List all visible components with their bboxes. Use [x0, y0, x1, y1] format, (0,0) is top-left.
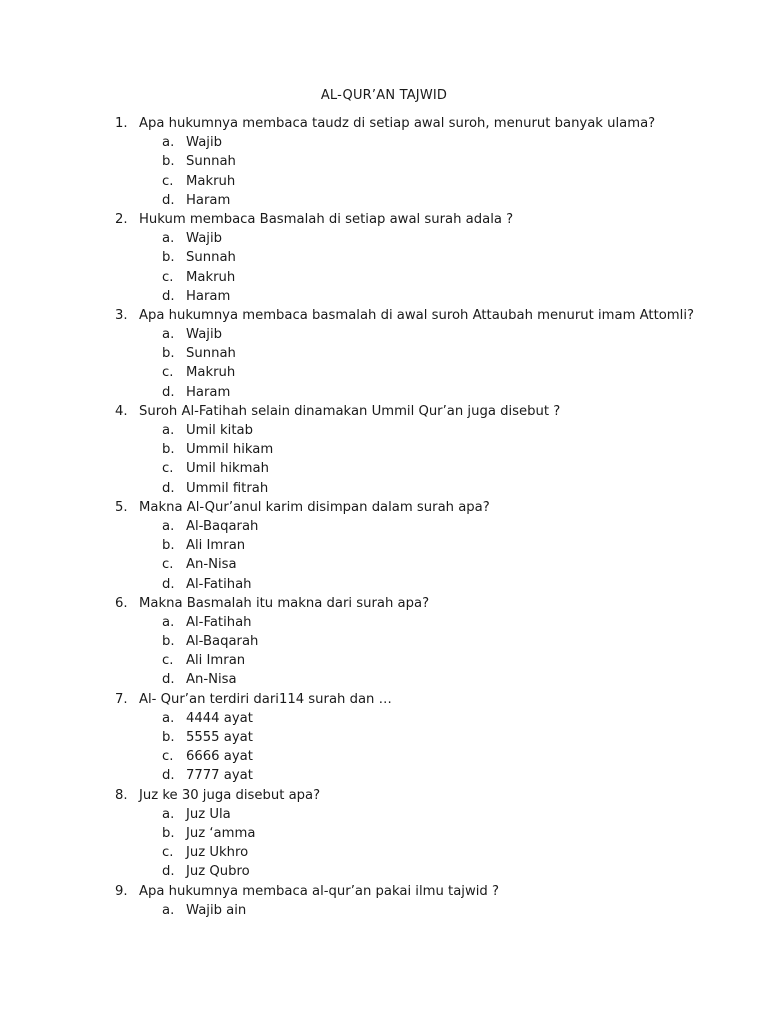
answer-option [0, 459, 768, 478]
option-letter: c. [162, 845, 174, 861]
option-text: Makruh [186, 365, 236, 381]
option-letter: c. [162, 461, 174, 477]
option-letter: d. [162, 288, 175, 304]
answer-option [0, 383, 768, 402]
option-letter: d. [162, 480, 175, 496]
option-text: Ali Imran [186, 653, 246, 669]
option-text: Sunnah [186, 154, 236, 170]
answer-option [0, 248, 768, 267]
option-text: Juz Ula [186, 806, 231, 822]
answer-option [0, 843, 768, 862]
option-letter: a. [162, 327, 175, 343]
answer-option [0, 747, 768, 766]
question-text: Makna Al-Qur’anul karim disimpan dalam surah apa? [139, 499, 490, 515]
question-item [0, 402, 768, 421]
option-text: Haram [186, 288, 231, 304]
option-letter: c. [162, 269, 174, 285]
option-text: 6666 ayat [186, 749, 253, 765]
option-text: Wajib [186, 327, 222, 343]
question-item [0, 498, 768, 517]
question-item [0, 210, 768, 229]
answer-option [0, 325, 768, 344]
question-text: Apa hukumnya membaca al-qur’an pakai ilmu tajwid ? [139, 883, 499, 899]
option-text: Haram [186, 384, 231, 400]
option-letter: a. [162, 518, 175, 534]
option-text: 7777 ayat [186, 768, 253, 784]
option-text: Wajib ain [186, 902, 247, 918]
option-letter: d. [162, 768, 175, 784]
question-number: 6. [115, 595, 128, 611]
option-letter: b. [162, 346, 175, 362]
question-item [0, 786, 768, 805]
question-list [0, 114, 768, 920]
option-text: An-Nisa [186, 672, 237, 688]
option-text: Al-Baqarah [186, 634, 259, 650]
option-letter: d. [162, 384, 175, 400]
answer-option [0, 133, 768, 152]
option-text: Juz ‘amma [186, 825, 256, 841]
option-letter: d. [162, 192, 175, 208]
answer-option [0, 805, 768, 824]
option-text: Juz Qubro [186, 864, 250, 880]
answer-option [0, 287, 768, 306]
answer-option [0, 172, 768, 191]
option-letter: a. [162, 231, 175, 247]
option-letter: b. [162, 730, 175, 745]
option-text: Al-Fatihah [186, 576, 252, 592]
answer-option [0, 421, 768, 440]
option-letter: b. [162, 538, 175, 554]
option-letter: b. [162, 634, 175, 650]
question-number: 4. [115, 403, 128, 419]
option-letter: b. [162, 154, 175, 170]
option-text: Wajib [186, 135, 222, 151]
option-letter: b. [162, 825, 175, 841]
option-letter: d. [162, 576, 175, 592]
question-number: 2. [115, 211, 128, 227]
question-number: 7. [115, 691, 128, 707]
option-letter: c. [162, 365, 174, 381]
option-text: Makruh [186, 173, 236, 189]
option-text: 5555 ayat [186, 730, 253, 745]
option-text: An-Nisa [186, 557, 237, 573]
option-letter: a. [162, 710, 175, 726]
question-text: Al- Qur’an terdiri dari114 surah dan … [139, 691, 392, 707]
option-letter: a. [162, 614, 175, 630]
question-text: Makna Basmalah itu makna dari surah apa? [139, 595, 430, 611]
option-text: Al-Fatihah [186, 614, 252, 630]
answer-option [0, 862, 768, 881]
question-number: 1. [115, 116, 128, 131]
answer-option [0, 901, 768, 920]
question-number: 5. [115, 499, 128, 515]
question-text: Apa hukumnya membaca basmalah di awal suroh Attaubah menurut imam Attomli? [139, 307, 694, 323]
question-text: Apa hukumnya membaca taudz di setiap awal suroh, menurut banyak ulama? [139, 116, 656, 131]
answer-option [0, 479, 768, 498]
question-item [0, 882, 768, 901]
option-text: 4444 ayat [186, 710, 253, 726]
question-item [0, 594, 768, 613]
answer-option [0, 613, 768, 632]
option-letter: c. [162, 557, 174, 573]
answer-option [0, 670, 768, 689]
answer-option [0, 632, 768, 651]
option-letter: c. [162, 653, 174, 669]
option-letter: a. [162, 135, 175, 151]
option-letter: c. [162, 173, 174, 189]
option-text: Al-Baqarah [186, 518, 259, 534]
question-text: Hukum membaca Basmalah di setiap awal surah adala ? [139, 211, 514, 227]
document-title: AL-QUR’AN TAJWID [320, 88, 448, 103]
option-text: Umil kitab [186, 423, 253, 438]
answer-option [0, 555, 768, 574]
option-letter: a. [162, 902, 175, 918]
option-text: Umil hikmah [186, 461, 269, 477]
answer-option [0, 363, 768, 382]
answer-option [0, 824, 768, 843]
question-number: 8. [115, 787, 128, 803]
answer-option [0, 651, 768, 670]
option-letter: b. [162, 250, 175, 266]
answer-option [0, 229, 768, 248]
option-text: Ummil fitrah [186, 480, 269, 496]
question-text: Suroh Al-Fatihah selain dinamakan Ummil Qur’an juga disebut ? [139, 403, 561, 419]
question-text: Juz ke 30 juga disebut apa? [139, 787, 321, 803]
question-number: 9. [115, 883, 128, 899]
answer-option [0, 440, 768, 459]
option-text: Sunnah [186, 250, 236, 266]
option-letter: a. [162, 806, 175, 822]
option-text: Wajib [186, 231, 222, 247]
question-item [0, 306, 768, 325]
option-text: Juz Ukhro [186, 845, 249, 861]
option-letter: b. [162, 442, 175, 458]
option-text: Sunnah [186, 346, 236, 362]
option-letter: d. [162, 864, 175, 880]
option-letter: d. [162, 672, 175, 688]
question-item [0, 114, 768, 133]
question-number: 3. [115, 307, 128, 323]
answer-option [0, 575, 768, 594]
answer-option [0, 709, 768, 728]
option-text: Ummil hikam [186, 442, 274, 458]
question-item [0, 690, 768, 709]
answer-option [0, 536, 768, 555]
answer-option [0, 268, 768, 287]
answer-option [0, 191, 768, 210]
answer-option [0, 152, 768, 171]
answer-option [0, 517, 768, 536]
option-text: Ali Imran [186, 538, 246, 554]
answer-option [0, 766, 768, 785]
option-text: Haram [186, 192, 231, 208]
option-letter: a. [162, 423, 175, 438]
answer-option [0, 344, 768, 363]
option-text: Makruh [186, 269, 236, 285]
answer-option [0, 728, 768, 747]
option-letter: c. [162, 749, 174, 765]
